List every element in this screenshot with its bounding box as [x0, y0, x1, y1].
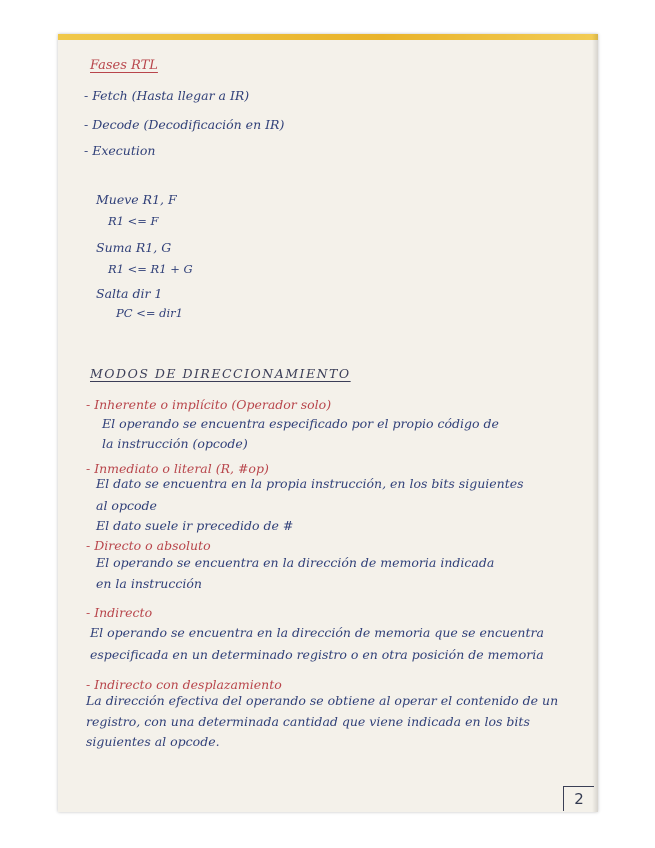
- mode-3-line-2: en la instrucción: [96, 576, 202, 591]
- phase-execution: - Execution: [84, 143, 156, 158]
- phase-decode: - Decode (Decodificación en IR): [84, 117, 285, 132]
- mode-5-line-2: registro, con una determinada cantidad que viene indicada en los bits: [86, 714, 530, 729]
- example-instruction-1: Mueve R1, F: [96, 192, 177, 207]
- mode-1-line-1: El operando se encuentra especificado por el propio código de: [102, 416, 499, 431]
- example-rtl-3: PC <= dir1: [116, 306, 183, 320]
- mode-2-line-3: El dato suele ir precedido de #: [96, 518, 294, 533]
- modes-title: MODOS DE DIRECCIONAMIENTO: [90, 366, 351, 381]
- example-instruction-3: Salta dir 1: [96, 286, 163, 301]
- mode-4-heading: - Indirecto: [86, 605, 153, 620]
- page-top-band: [58, 34, 598, 40]
- mode-5-heading: - Indirecto con desplazamiento: [86, 677, 282, 692]
- mode-4-line-1: El operando se encuentra en la dirección de memoria que se encuentra: [90, 625, 544, 640]
- example-rtl-1: R1 <= F: [108, 214, 159, 228]
- mode-3-heading: - Directo o absoluto: [86, 538, 211, 553]
- page-edge-shadow: [592, 34, 598, 812]
- mode-1-heading: - Inherente o implícito (Operador solo): [86, 397, 332, 412]
- page-number: 2: [563, 786, 594, 811]
- rtl-title: Fases RTL: [90, 58, 158, 73]
- example-instruction-2: Suma R1, G: [96, 240, 172, 255]
- mode-2-heading: - Inmediato o literal (R, #op): [86, 461, 269, 476]
- phase-fetch: - Fetch (Hasta llegar a IR): [84, 88, 250, 103]
- mode-3-line-1: El operando se encuentra en la dirección de memoria indicada: [96, 555, 495, 570]
- mode-2-line-2: al opcode: [96, 498, 157, 513]
- mode-5-line-3: siguientes al opcode.: [86, 734, 220, 749]
- example-rtl-2: R1 <= R1 + G: [108, 262, 193, 276]
- mode-2-line-1: El dato se encuentra en la propia instrucción, en los bits siguientes: [96, 476, 524, 491]
- mode-5-line-1: La dirección efectiva del operando se obtiene al operar el contenido de un: [86, 693, 559, 708]
- mode-1-line-2: la instrucción (opcode): [102, 436, 248, 451]
- mode-4-line-2: especificada en un determinado registro o en otra posición de memoria: [90, 647, 544, 662]
